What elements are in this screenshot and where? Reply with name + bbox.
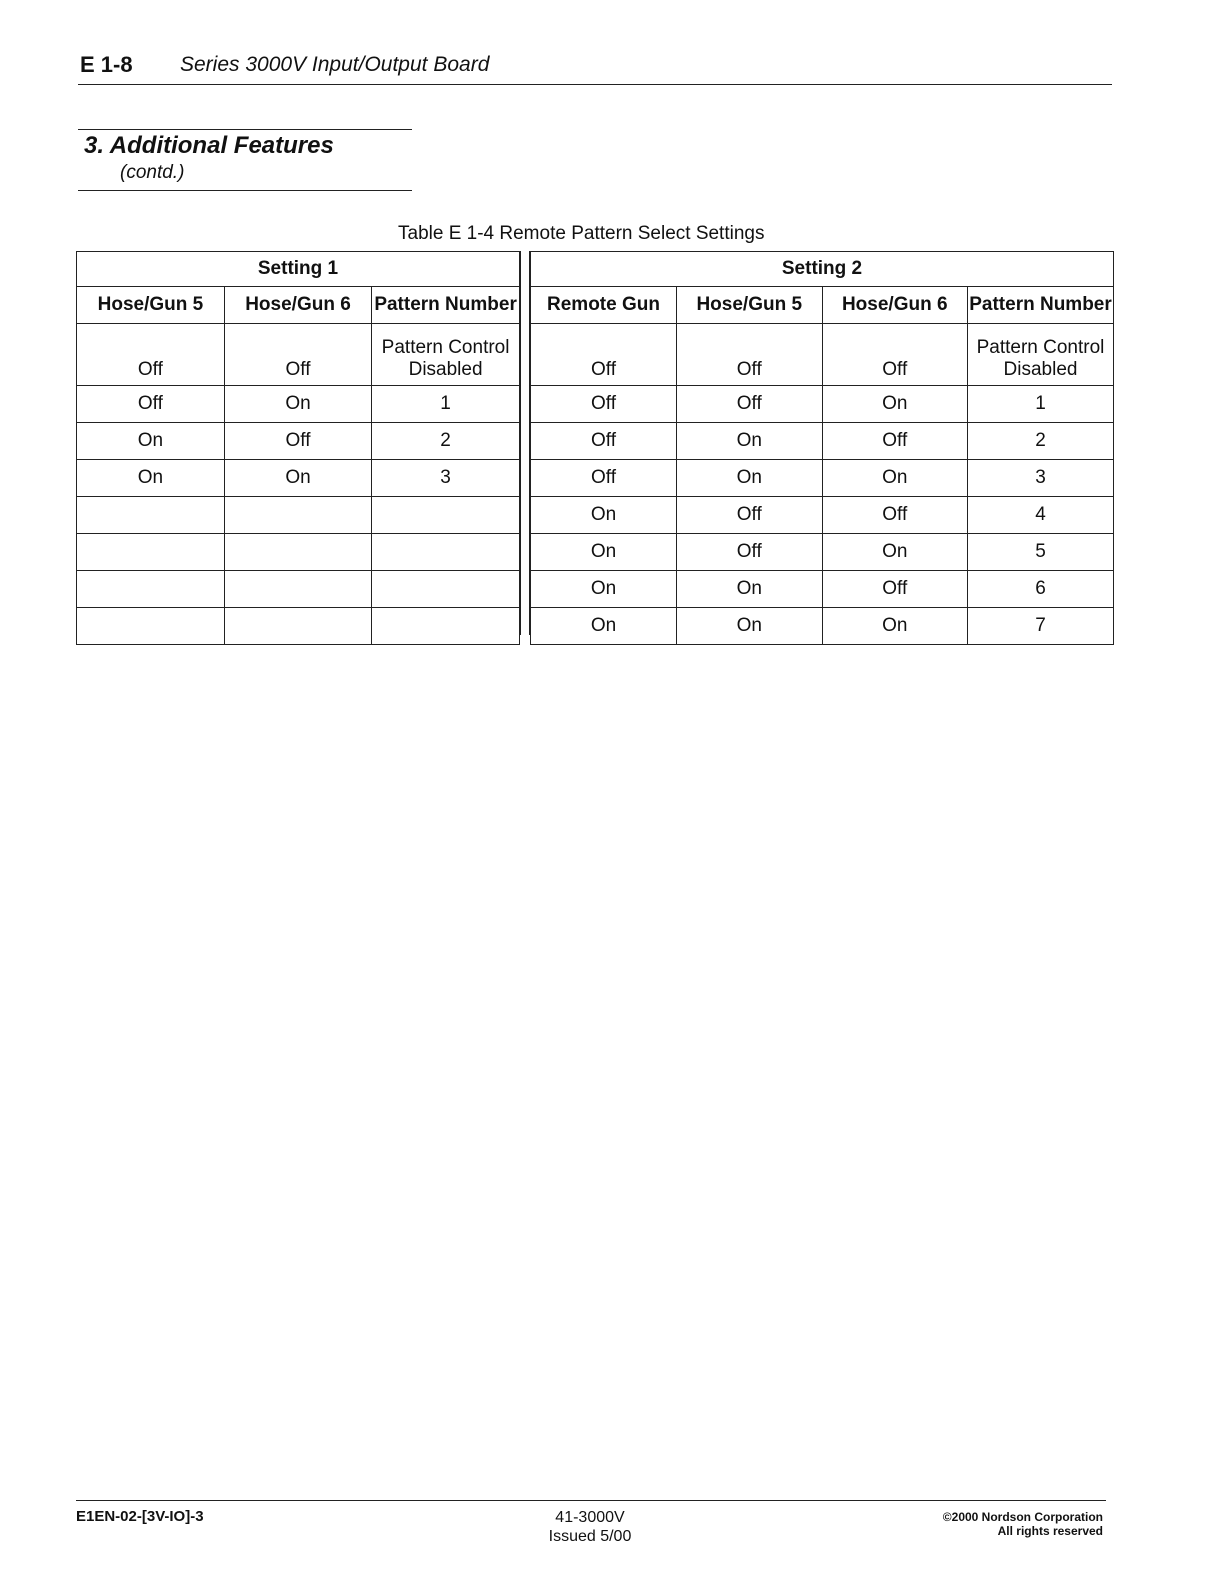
setting-2-table [530,251,1114,645]
table-cell [372,324,519,386]
table-row [531,534,1113,571]
footer-document-code: E1EN-02-[3V-IO]-3 [76,1508,204,1525]
table-cell: Off [822,324,968,386]
page-header [78,50,1112,85]
table-cell: On [224,386,371,423]
table-cell: Off [531,460,677,497]
table-cell: 2 [372,423,519,460]
section-title: 3. Additional Features [84,132,334,159]
table-cell: On [531,608,677,645]
footer-copyright-line: ©2000 Nordson Corporation [942,1510,1103,1524]
table-row [77,497,519,534]
setting-1-table [76,251,520,645]
table-cell: Off [677,386,823,423]
table-cell: Off [822,571,968,608]
table-row [77,423,519,460]
table-cell: On [77,423,224,460]
table-cell: On [677,571,823,608]
table-cell [77,534,224,571]
table-row [531,571,1113,608]
table-row [531,423,1113,460]
table-cell [77,571,224,608]
table-cell: Off [224,324,371,386]
table-cell: 1 [372,386,519,423]
table-cell: Off [531,386,677,423]
cell-line: Disabled [1003,359,1078,380]
table-row [531,324,1113,386]
table-cell [77,497,224,534]
table-cell [224,571,371,608]
table-cell: Off [77,386,224,423]
cell-line: Pattern Control [976,337,1105,358]
cell-line: Pattern Control [381,337,510,358]
column-header: Hose/Gun 6 [822,287,968,324]
table-cell: Off [77,324,224,386]
table-cell: On [822,608,968,645]
page-number: E 1-8 [80,52,133,77]
table-cell: 4 [968,497,1114,534]
table-cell: 7 [968,608,1114,645]
table-cell [372,534,519,571]
table-cell: On [677,608,823,645]
table-row [77,534,519,571]
setting-1-title: Setting 1 [77,252,519,287]
footer-part-number [520,1508,660,1546]
table-row [77,571,519,608]
table-row [77,324,519,386]
table-row [77,608,519,645]
table-cell: On [822,460,968,497]
footer-issue-date: Issued 5/00 [548,1528,632,1545]
table-cell: On [822,534,968,571]
table-cell: Off [531,324,677,386]
table-cell: Off [822,423,968,460]
table-cell: 3 [968,460,1114,497]
table-cell: On [531,534,677,571]
column-header: Remote Gun [531,287,677,324]
setting-2-title: Setting 2 [531,252,1113,287]
section-heading [78,129,412,191]
column-header: Hose/Gun 6 [224,287,371,324]
table-cell [224,608,371,645]
table-cell: 5 [968,534,1114,571]
cell-line: Disabled [408,359,483,380]
column-header: Hose/Gun 5 [677,287,823,324]
table-cell: Off [677,534,823,571]
table-cell: On [531,497,677,534]
table-cell: Off [531,423,677,460]
table-row [77,386,519,423]
table-cell: 3 [372,460,519,497]
table-cell [372,571,519,608]
footer-copyright [943,1510,1103,1538]
table-cell: On [531,571,677,608]
table-separator [520,251,530,635]
table-row [531,460,1113,497]
footer-part-id: 41-3000V [555,1509,625,1526]
document-title: Series 3000V Input/Output Board [180,53,490,76]
column-header: Pattern Number [372,287,519,324]
table-cell [224,497,371,534]
table-cell: 1 [968,386,1114,423]
table-cell: Off [677,497,823,534]
table-cell: On [677,460,823,497]
table-cell: Off [677,324,823,386]
section-subtitle: (contd.) [120,162,185,183]
table-cell: 6 [968,571,1114,608]
table-cell: Off [224,423,371,460]
table-cell [77,608,224,645]
table-cell [372,608,519,645]
table-row [531,497,1113,534]
column-header: Pattern Number [968,287,1114,324]
table-row [531,386,1113,423]
table-cell: On [224,460,371,497]
table-cell: Off [822,497,968,534]
footer-rule [76,1500,1106,1501]
table-row [77,460,519,497]
table-cell: 2 [968,423,1114,460]
table-cell: On [677,423,823,460]
table-cell [372,497,519,534]
table-cell [968,324,1114,386]
column-header: Hose/Gun 5 [77,287,224,324]
table-cell: On [822,386,968,423]
table-caption: Table E 1-4 Remote Pattern Select Settings [398,223,765,244]
table-cell [224,534,371,571]
table-cell: On [77,460,224,497]
table-row [531,608,1113,645]
footer-rights-line: All rights reserved [997,1524,1103,1538]
